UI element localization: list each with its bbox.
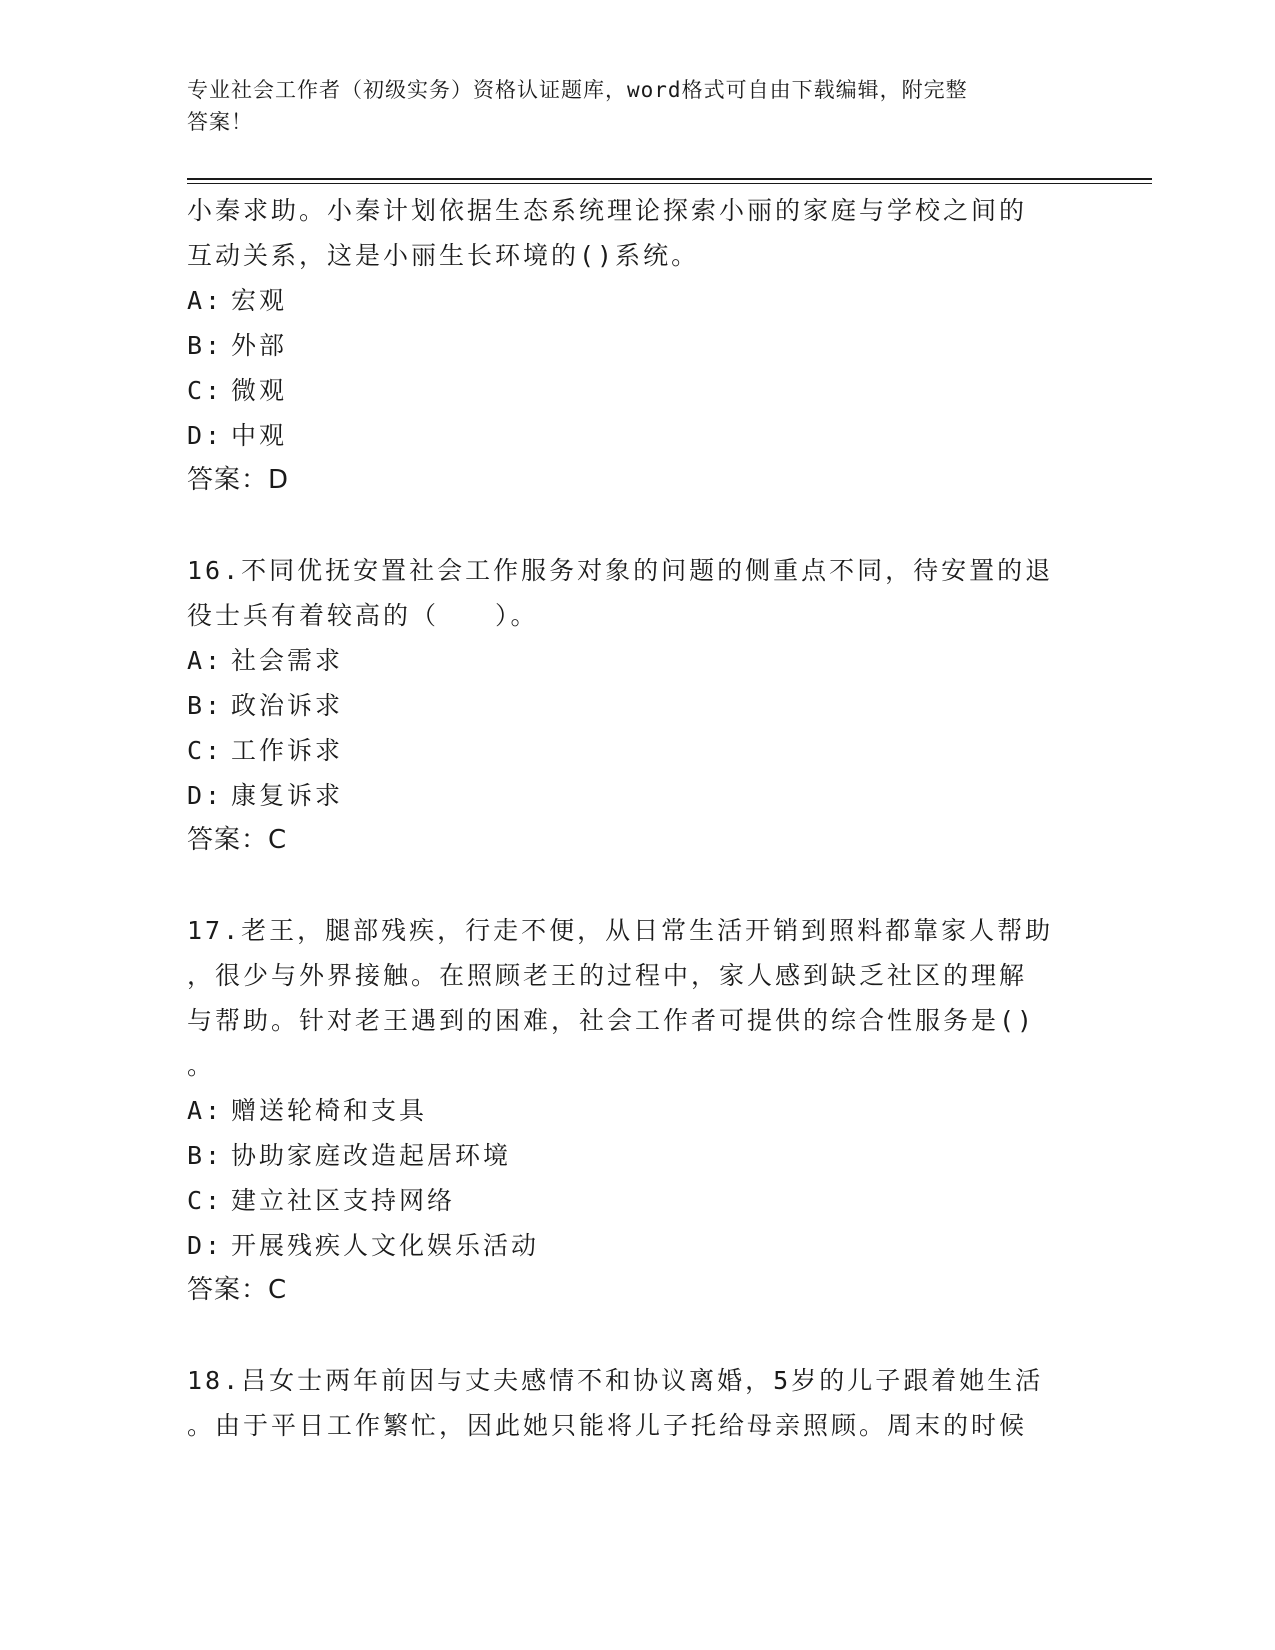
option-text: 外部 [231,331,288,360]
option-key: B: [187,1141,224,1170]
option-text: 赠送轮椅和支具 [231,1096,428,1125]
option-a [187,278,1087,323]
option-text: 政治诉求 [231,691,344,720]
option-a [187,638,1087,683]
option-d [187,1223,1087,1268]
question-stem-line: 。 [187,1051,216,1080]
answer-line: 答案：C [187,1275,288,1305]
option-text: 康复诉求 [231,781,344,810]
header-title-line-1: 专业社会工作者（初级实务）资格认证题库，word格式可自由下载编辑，附完整 [187,78,968,102]
spacer [187,1313,1087,1358]
question-stem-line: 互动关系，这是小丽生长环境的()系统。 [187,241,700,270]
question-list [187,188,1087,1448]
option-d [187,413,1087,458]
option-b [187,323,1087,368]
option-key: B: [187,331,224,360]
option-text: 协助家庭改造起居环境 [231,1141,512,1170]
option-key: C: [187,1186,224,1215]
option-text: 开展残疾人文化娱乐活动 [231,1231,540,1260]
option-text: 微观 [231,376,288,405]
question-stem-line: 17.老王，腿部残疾，行走不便，从日常生活开销到照料都靠家人帮助 [187,916,1054,945]
header-divider-thick [187,178,1152,180]
option-text: 中观 [231,421,288,450]
spacer [187,863,1087,908]
option-key: B: [187,691,224,720]
question-block [187,1358,1087,1448]
option-b [187,1133,1087,1178]
question-block [187,548,1087,863]
option-text: 工作诉求 [231,736,344,765]
option-key: D: [187,1231,224,1260]
option-c [187,368,1087,413]
option-c [187,1178,1087,1223]
option-b [187,683,1087,728]
document-header [187,74,1067,138]
answer-line: 答案：C [187,825,288,855]
option-key: C: [187,736,224,765]
option-text: 宏观 [231,286,288,315]
header-title-line-2: 答案！ [187,110,253,134]
option-key: A: [187,646,224,675]
option-text: 社会需求 [231,646,344,675]
option-d [187,773,1087,818]
question-stem-line: ，很少与外界接触。在照顾老王的过程中，家人感到缺乏社区的理解 [187,961,1028,990]
header-divider-thin [187,183,1152,184]
option-key: A: [187,1096,224,1125]
option-text: 建立社区支持网络 [231,1186,456,1215]
question-stem-line: 小秦求助。小秦计划依据生态系统理论探索小丽的家庭与学校之间的 [187,196,1028,225]
option-a [187,1088,1087,1133]
option-key: D: [187,421,224,450]
option-key: C: [187,376,224,405]
question-block [187,188,1087,503]
question-stem-line: 18.吕女士两年前因与丈夫感情不和协议离婚，5岁的儿子跟着她生活 [187,1366,1044,1395]
option-key: D: [187,781,224,810]
option-c [187,728,1087,773]
spacer [187,503,1087,548]
answer-line: 答案：D [187,465,290,495]
question-stem-line: 。由于平日工作繁忙，因此她只能将儿子托给母亲照顾。周末的时候 [187,1411,1028,1440]
question-stem-line: 役士兵有着较高的（ ）。 [187,601,539,630]
question-stem-line: 与帮助。针对老王遇到的困难，社会工作者可提供的综合性服务是() [187,1006,1036,1035]
question-block [187,908,1087,1313]
question-stem-line: 16.不同优抚安置社会工作服务对象的问题的侧重点不同，待安置的退 [187,556,1054,585]
option-key: A: [187,286,224,315]
